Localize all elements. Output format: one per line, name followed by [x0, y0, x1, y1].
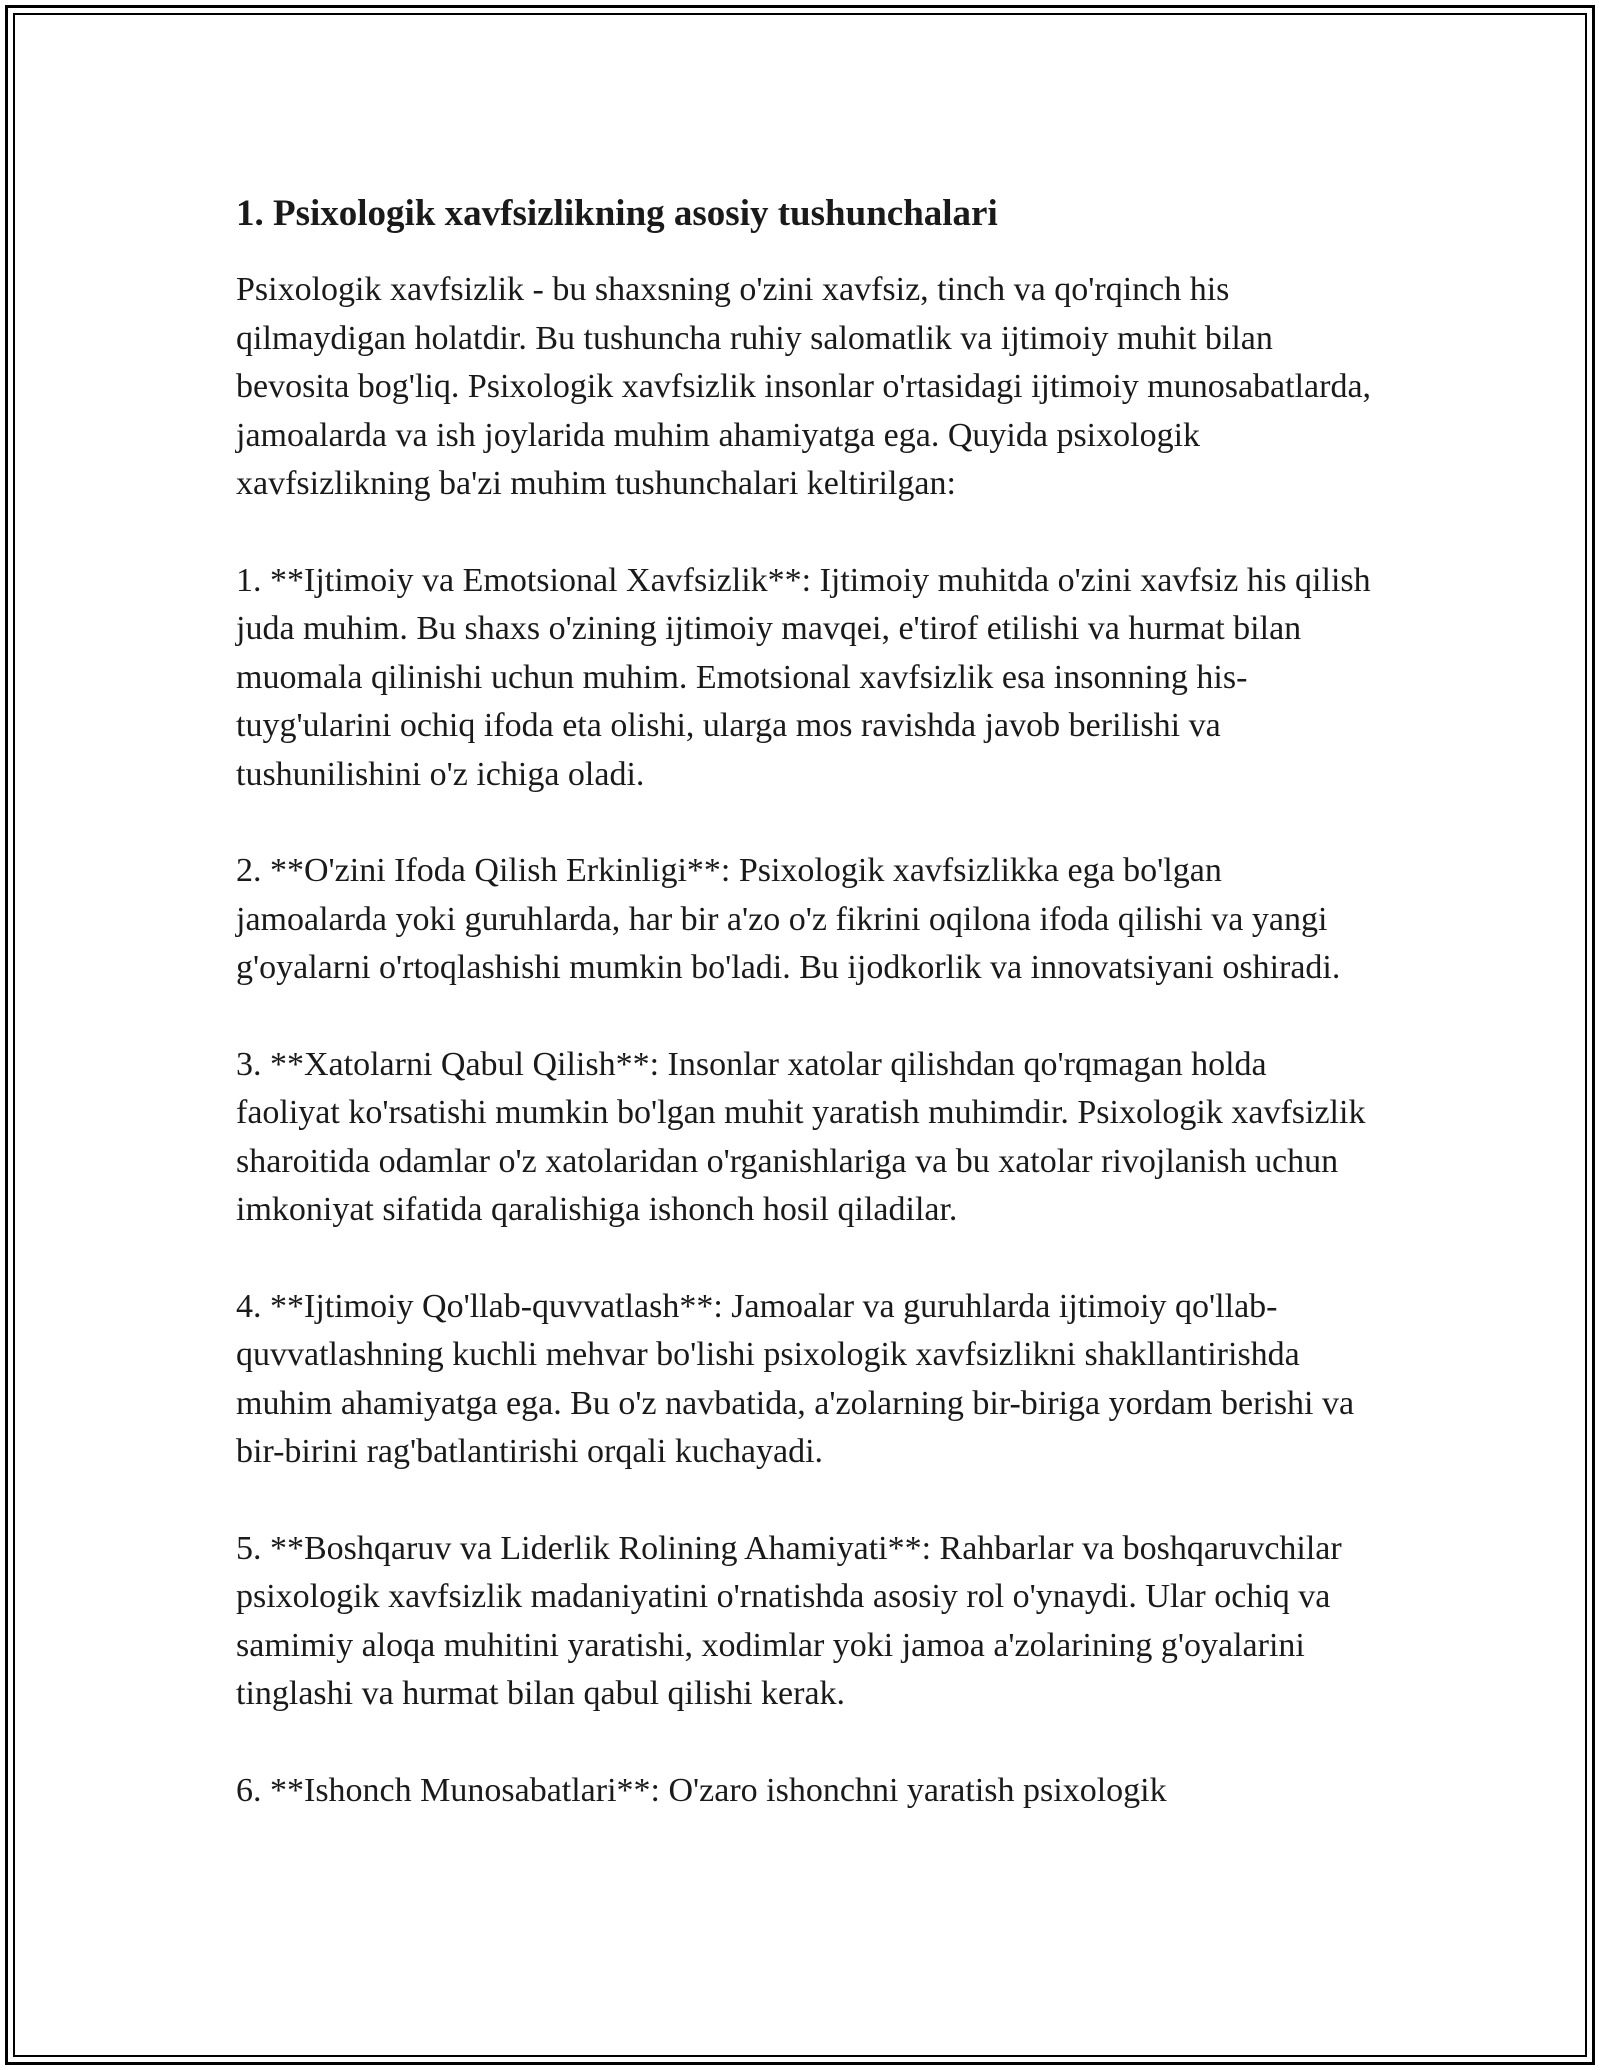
list-item-4: 4. **Ijtimoiy Qo'llab-quvvatlash**: Jamoalar va guruhlarda ijtimoiy qo'llab-quvvatlashning kuchli mehvar bo'lishi psixologik xavfsizlikni shakllantirishda muhim ahamiyatga ega. Bu o'z navbatida, a'zolarning bir-biriga yordam berishi va bir-birini rag'batlantirishi orqali kuchayadi.: [236, 1287, 1355, 1470]
list-item-1: 1. **Ijtimoiy va Emotsional Xavfsizlik**: Ijtimoiy muhitda o'zini xavfsiz his qilish juda muhim. Bu shaxs o'zining ijtimoiy mavqei, e'tirof etilishi va hurmat bilan muomala qilinishi uchun muhim. Emotsional xavfsizlik esa insonning his-tuyg'ularini ochiq ifoda eta olishi, ularga mos ravishda javob berilishi va tushunilishini o'z ichiga oladi.: [236, 561, 1371, 793]
list-item-6: 6. **Ishonch Munosabatlari**: O'zaro ishonchni yaratish psixologik: [236, 1771, 1167, 1809]
document-body: [236, 188, 1376, 1815]
section-heading: 1. Psixologik xavfsizlikning asosiy tushunchalari: [236, 193, 998, 234]
list-item-2: 2. **O'zini Ifoda Qilish Erkinligi**: Psixologik xavfsizlikka ega bo'lgan jamoalarda yoki guruhlarda, har bir a'zo o'z fikrini oqilona ifoda qilishi va yangi g'oyalarni o'rtoqlashishi mumkin bo'ladi. Bu ijodkorlik va innovatsiyani oshiradi.: [236, 852, 1341, 986]
list-item-3: 3. **Xatolarni Qabul Qilish**: Insonlar xatolar qilishdan qo'rqmagan holda faoliyat ko'rsatishi mumkin bo'lgan muhit yaratish muhimdir. Psixologik xavfsizlik sharoitida odamlar o'z xatolaridan o'rganishlariga va bu xatolar rivojlanish uchun imkoniyat sifatida qaralishiga ishonch hosil qiladilar.: [236, 1045, 1366, 1228]
intro-paragraph: Psixologik xavfsizlik - bu shaxsning o'zini xavfsiz, tinch va qo'rqinch his qilmaydigan holatdir. Bu tushuncha ruhiy salomatlik va ijtimoiy muhit bilan bevosita bog'liq. Psixologik xavfsizlik insonlar o'rtasidagi ijtimoiy munosabatlarda, jamoalarda va ish joylarida muhim ahamiyatga ega. Quyida psixologik xavfsizlikning ba'zi muhim tushunchalari keltirilgan:: [236, 271, 1372, 502]
list-item-5: 5. **Boshqaruv va Liderlik Rolining Ahamiyati**: Rahbarlar va boshqaruvchilar psixologik xavfsizlik madaniyatini o'rnatishda asosiy rol o'ynaydi. Ular ochiq va samimiy aloqa muhitini yaratishi, xodimlar yoki jamoa a'zolarining g'oyalarini tinglashi va hurmat bilan qabul qilishi kerak.: [236, 1529, 1342, 1712]
